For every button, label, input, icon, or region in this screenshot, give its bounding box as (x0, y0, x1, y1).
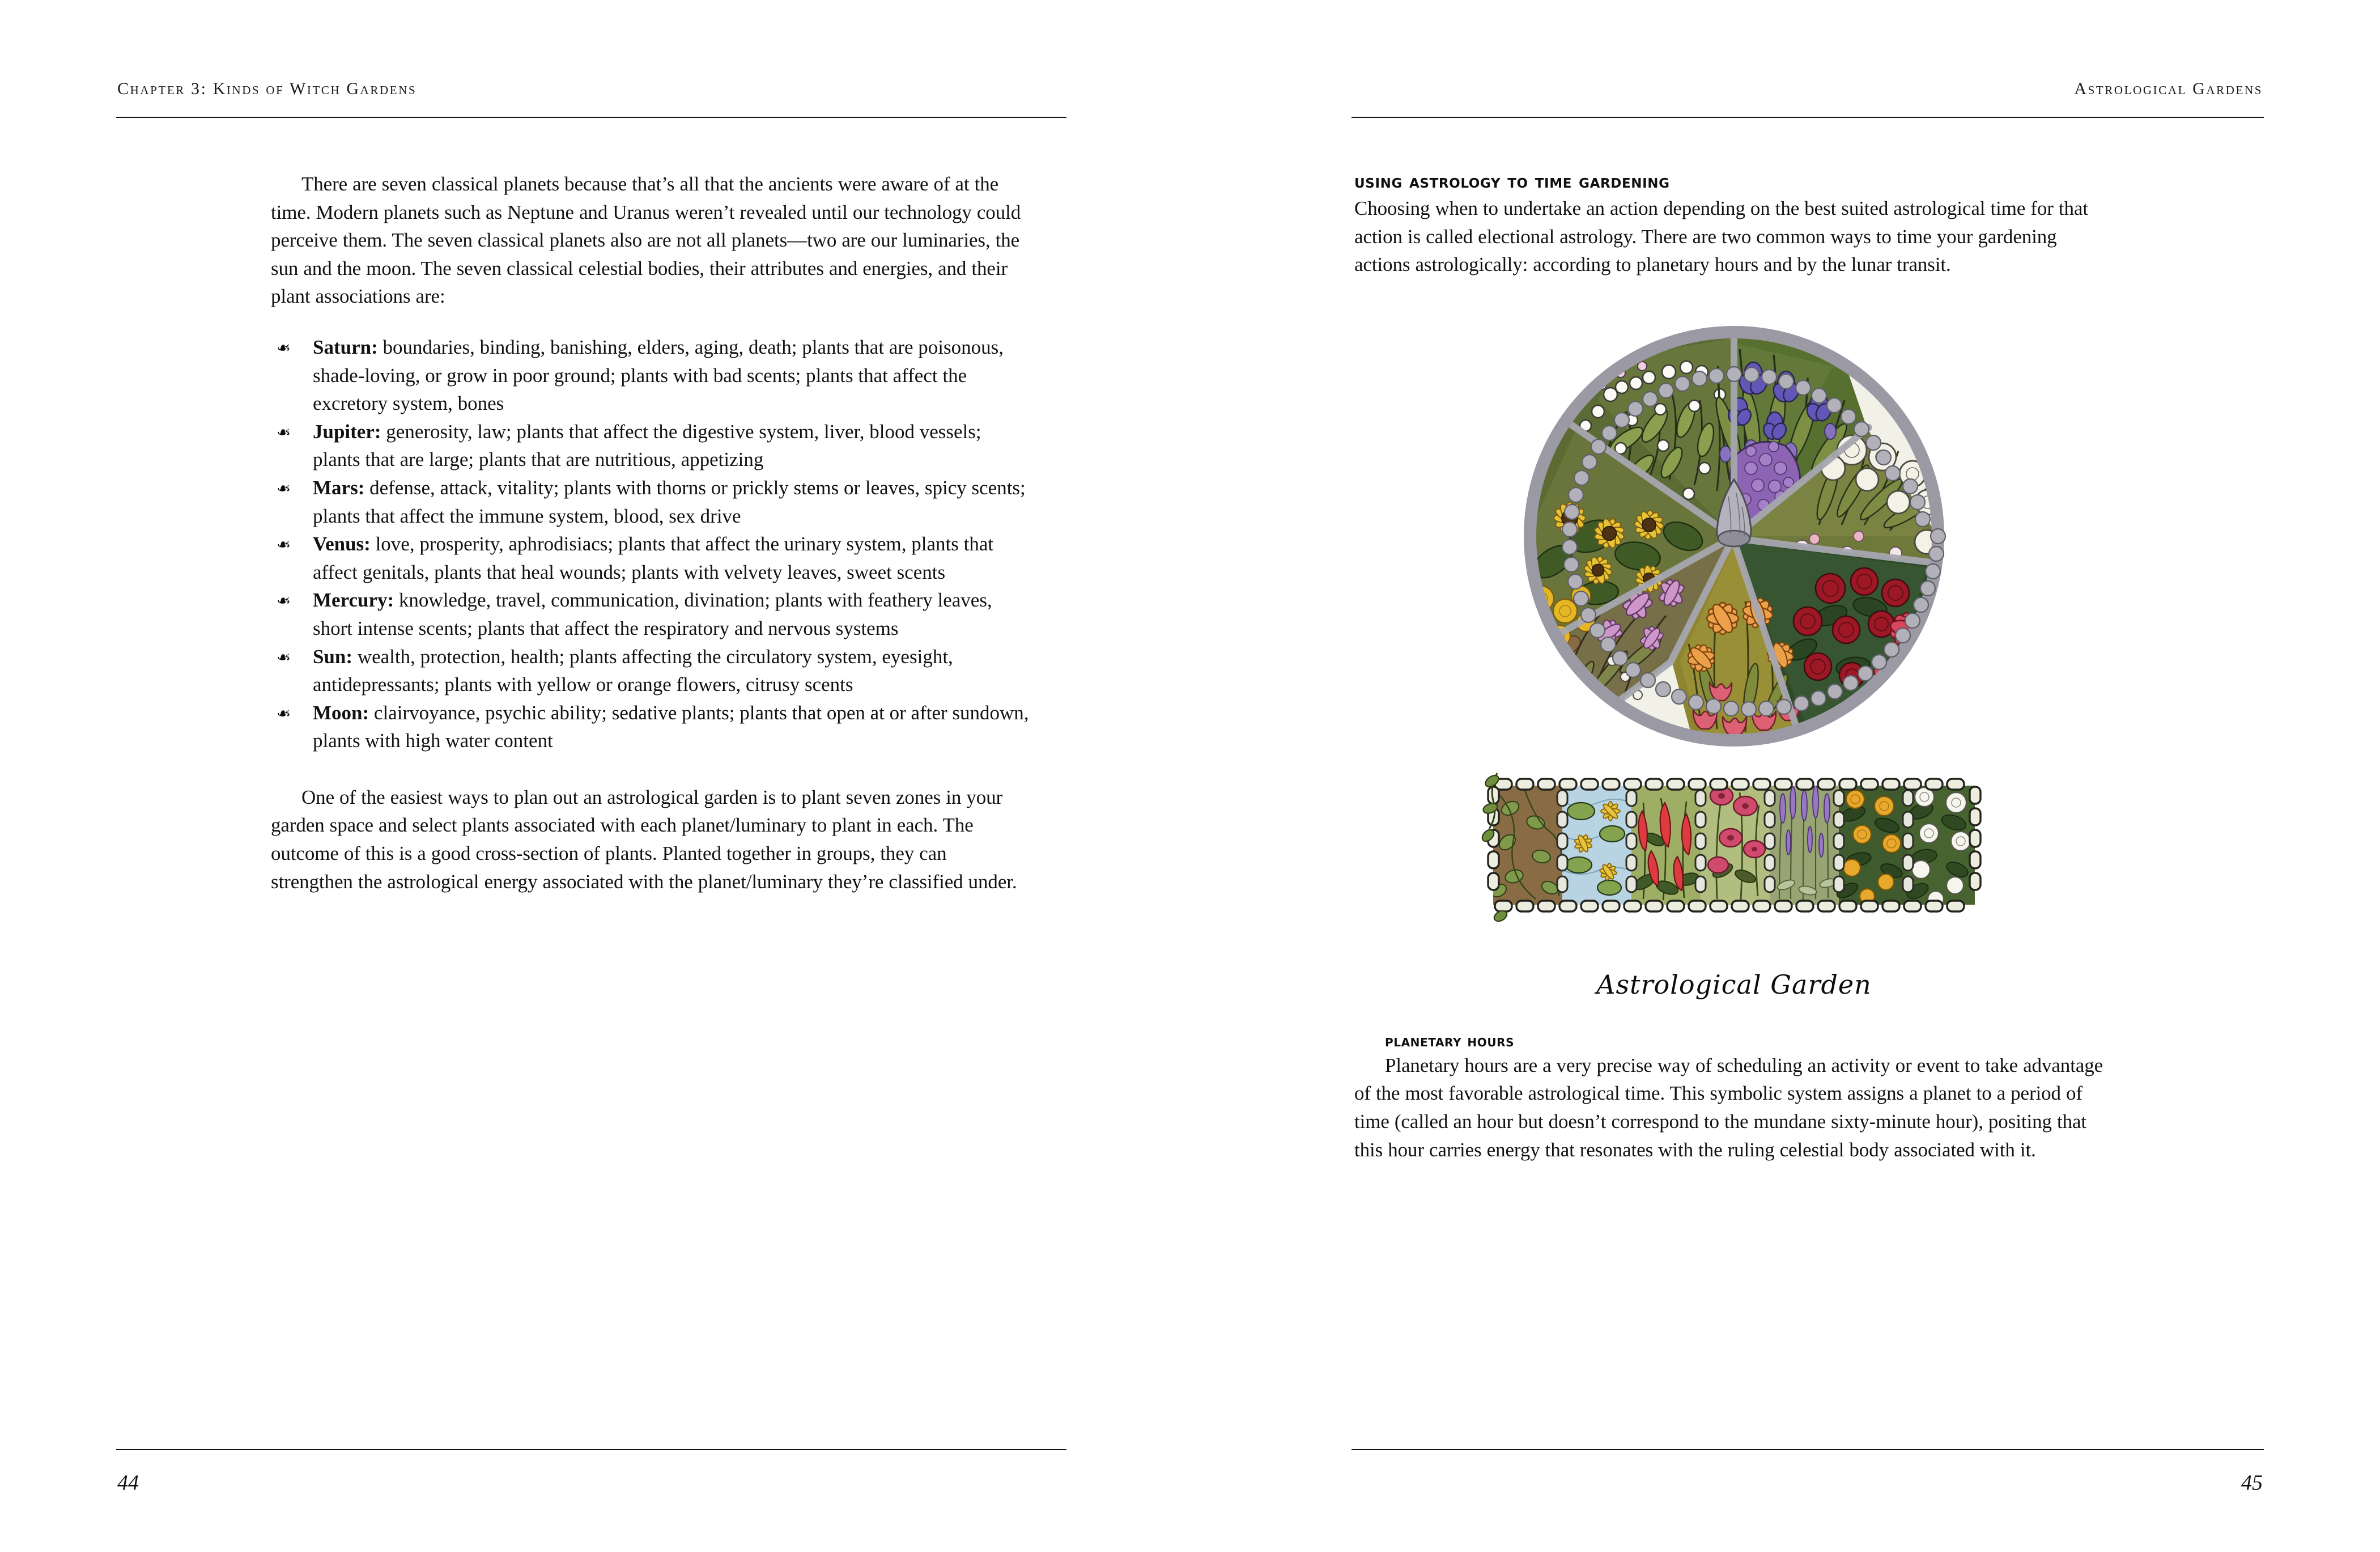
list-item-sun (271, 643, 1030, 699)
poppy-strip (1701, 786, 1770, 905)
right-text-column (1354, 170, 2114, 1164)
leaf-fleuron-icon: ❧ (277, 704, 291, 723)
planet-name: Mercury: (313, 589, 394, 612)
running-head-right: Astrological Gardens (2074, 79, 2263, 98)
leaf-fleuron-icon: ❧ (277, 423, 291, 442)
rose-strip (1905, 786, 1975, 907)
soil-strip (1489, 786, 1563, 905)
planet-name: Saturn: (313, 336, 378, 358)
pepper-strip (1631, 786, 1701, 905)
astrological-garden-figure (1354, 298, 2114, 1000)
circular-garden (1522, 331, 1945, 747)
intro-paragraph: There are seven classical planets because that’s all that the ancients were aware of at the time. Modern planets such as Neptune and Uranus weren’t revealed until our technology could perceive them. The seven classical planets also are not all planets—two are our luminaries, the sun and the moon. The seven classical celestial bodies, their attributes and energies, and their plant associations are: (271, 173, 1021, 308)
leaf-fleuron-icon: ❧ (277, 479, 291, 498)
planet-description: love, prosperity, aphrodisiacs; plants that affect the urinary system, plants that affect genitals, plants that heal wounds; plants with velvety leaves, sweet scents (313, 533, 994, 583)
list-item-venus (271, 530, 1030, 586)
list-item-saturn (271, 333, 1030, 418)
planet-name: Venus: (313, 533, 371, 556)
planet-description: clairvoyance, psychic ability; sedative plants; plants that open at or after sundown, plants with high water content (313, 701, 1029, 752)
page-number-right: 45 (2241, 1471, 2263, 1495)
planet-name: Mars: (313, 476, 365, 499)
planet-description: boundaries, binding, banishing, elders, aging, death; plants that are poisonous, shade-loving, or grow in poor ground; plants with bad scents; plants that affect the excretory system, bones (313, 336, 1004, 415)
section-paragraph: Choosing when to undertake an action depending on the best suited astrological time for that action is called electional astrology. There are two common ways to time your gardening actions astrologically: according to planetary hours and by the lunar transit. (1354, 197, 2088, 276)
header-rule-left (116, 117, 1066, 118)
section-heading: using astrology to time gardening (1354, 170, 1670, 192)
planet-description: wealth, protection, health; plants affecting the circulatory system, eyesight, antidepressants; plants with yellow or orange flowers, citrusy scents (313, 645, 953, 696)
planet-list (271, 333, 1030, 755)
list-item-mercury (271, 586, 1030, 642)
subsection-paragraph: Planetary hours are a very precise way of scheduling an activity or event to take advantage of the most favorable astrological time. This symbolic system assigns a planet to a period of time (called an hour but doesn’t correspond to the mundane sixty-minute hour), positing that this hour carries energy that resonates with the ruling celestial body associated with it. (1354, 1054, 2103, 1161)
footer-rule-left (116, 1449, 1066, 1450)
subsection-heading: planetary hours (1385, 1031, 1515, 1050)
list-item-moon (271, 699, 1030, 755)
leaf-fleuron-icon: ❧ (277, 536, 291, 555)
rectangular-garden-bed (1480, 773, 1980, 923)
list-item-mars (271, 474, 1030, 530)
astrological-garden-illustration (1354, 298, 2114, 973)
planet-description: knowledge, travel, communication, divination; plants with feathery leaves, short intense scents; plants that affect the respiratory and nervous systems (313, 589, 992, 639)
header-rule-right (1352, 117, 2264, 118)
right-page (1190, 0, 2380, 1552)
leaf-fleuron-icon: ❧ (277, 338, 291, 358)
figure-caption: Astrological Garden (1596, 969, 1872, 1000)
footer-rule-right (1352, 1449, 2264, 1450)
running-head-left: Chapter 3: Kinds of Witch Gardens (117, 79, 417, 98)
page-number-left: 44 (117, 1471, 139, 1495)
list-item-jupiter (271, 418, 1030, 474)
leaf-fleuron-icon: ❧ (277, 648, 291, 667)
planet-name: Sun: (313, 645, 353, 668)
planet-name: Jupiter: (313, 420, 381, 443)
left-text-column (271, 170, 1030, 896)
planet-name: Moon: (313, 701, 369, 724)
water-strip (1562, 786, 1631, 905)
lavender-strip (1770, 785, 1839, 905)
closing-paragraph: One of the easiest ways to plan out an astrological garden is to plant seven zones in your garden space and select plants associated with each planet/luminary to plant in each. The outcome of this is a good cross-section of plants. Planted together in groups, they can strengthen the astrological energy associated with the planet/luminary they’re classified under. (271, 786, 1017, 893)
marigold-strip (1835, 786, 1908, 905)
planet-description: defense, attack, vitality; plants with thorns or prickly stems or leaves, spicy scents; plants that affect the immune system, blood, sex drive (313, 476, 1026, 527)
leaf-fleuron-icon: ❧ (277, 592, 291, 611)
planet-description: generosity, law; plants that affect the digestive system, liver, blood vessels; plants that are large; plants that are nutritious, appetizing (313, 420, 981, 471)
